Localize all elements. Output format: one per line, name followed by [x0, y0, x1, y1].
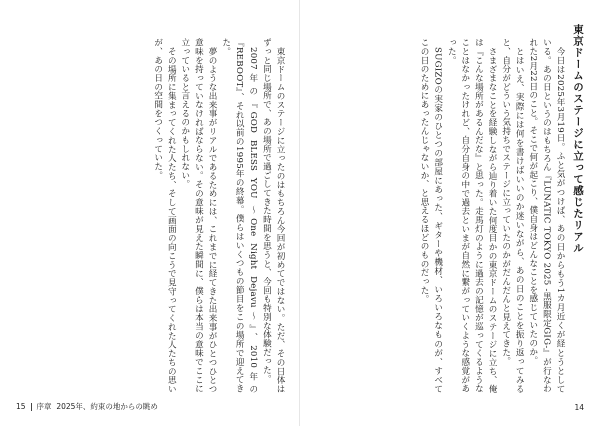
- paragraph: 2007年の『GOD BLESS YOU ～One Night Dejavu～』、2010年の『REBOOT』、それ以前の1995年の終幕。僕らはいくつもの節目をこの場所で迎えてきた。: [220, 38, 258, 393]
- page-number: 14: [574, 403, 584, 412]
- paragraph: SUGIZOの実家のひとつの部屋にあった、ギターや機材、いろいろなものが、すべてこの日のためにあったんじゃないか、と思えるほどのものだった。: [419, 38, 443, 393]
- paragraph: さまざまなことを経験しながら辿り着いた何度目かの東京ドームのステージに立ち、俺は『こんな場所があるんだな』と思った。走馬灯のように過去の記憶が巡ってくるようなことはなかったけれど、自分自身の中で過去といまが自然に繋がっていくような感覚があった。: [446, 38, 498, 393]
- paragraph: 東京ドームのステージに立ったのはもちろん今回が初めてではない。ただ、その日体はずっと同じ場所で、あの場所で過ごしてきた時間を思うと、今回も特別な体験だった。: [261, 38, 285, 393]
- page-number: 15: [16, 402, 26, 411]
- left-body-text: [18, 38, 286, 393]
- paragraph: その場所に集まってくれた人たち、そして画面の向こうで見守ってくれた人たちの思いが、あの日の空間をつくっていた。: [152, 38, 177, 393]
- chapter-title: 2025年、約束の地からの眺め: [56, 402, 158, 411]
- right-body-text: [336, 38, 566, 393]
- right-footer: [574, 403, 584, 412]
- left-footer: [16, 401, 158, 412]
- paragraph: 今日は2025年3月19日。ふと気がつけば、あの日からもう1カ月近くが経とうとしている。あの日というのはもちろん『LUNATIC TOKYO 2025 -黒服限定GIG-』が行なわれた2月22日のこと。そこで何が起こり、僕自身はどんなことを感じていたのか。: [527, 38, 565, 393]
- section-heading: 東京ドームのステージに立って感じたリアル: [572, 24, 584, 254]
- footer-divider: [31, 403, 32, 411]
- paragraph: 夢のような出来事がリアルであるためには、これまでに経てきた出来事がひとつひとつ意味を持っていなければならない。その意味が見えた瞬間に、僕らは本当の意味でここに立っていると言えるのかもしれない。: [179, 38, 218, 393]
- section-label: 序章: [36, 402, 52, 411]
- right-page: [300, 0, 600, 426]
- paragraph: とはいえ、実際には何を書けばいいのか迷いながら、あの日のことを振り返ってみると、自分がどういう気持ちでステージに立っていたのかがだんだんと見えてきた。: [500, 38, 525, 393]
